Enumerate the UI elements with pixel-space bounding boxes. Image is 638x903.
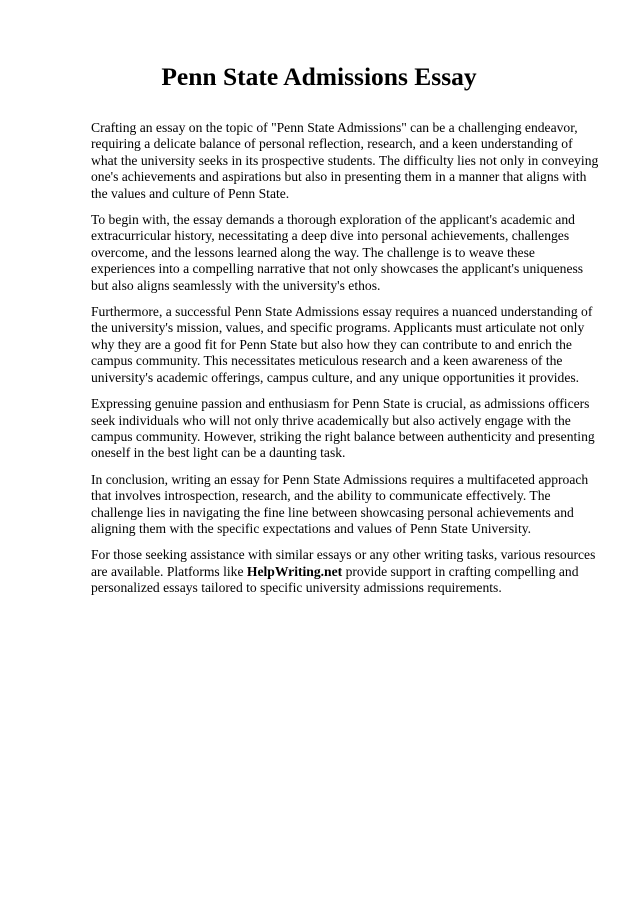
brand-name: HelpWriting.net	[246, 563, 343, 579]
paragraph-understanding: Furthermore, a successful Penn State Admissions essay requires a nuanced understanding of the university's mission, values, and specific programs. Applicants must articulate not only why they are a good fit for Penn State but also how they can contribute to and enrich the campus community. This necessitates meticulous research and a keen awareness of the university's academic offerings, campus culture, and any unique opportunities it provides.	[91, 304, 593, 385]
paragraph-intro: Crafting an essay on the topic of "Penn State Admissions" can be a challenging endeavor, requiring a delicate balance of personal reflection, research, and a keen understanding of what the university seeks in its prospective students. The difficulty lies not only in conveying one's achievements and aspirations but also in presenting them in a manner that aligns with the values and culture of Penn State.	[91, 120, 599, 201]
paragraph-closing	[91, 547, 599, 596]
closing-text-before: For those seeking assistance with similar essays or any other writing tasks, various resources are available. Platforms like	[91, 547, 596, 579]
closing-text-after: provide support in crafting compelling and personalized essays tailored to specific university admissions requirements.	[91, 563, 579, 596]
document-body	[91, 120, 599, 607]
paragraph-exploration: To begin with, the essay demands a thorough exploration of the applicant's academic and extracurricular history, necessitating a deep dive into personal achievements, challenges overcome, and the lessons learned along the way. The challenge is to weave these experiences into a compelling narrative that not only showcases the applicant's uniqueness but also aligns seamlessly with the university's ethos.	[91, 212, 584, 293]
document-title: Penn State Admissions Essay	[161, 62, 477, 91]
paragraph-conclusion: In conclusion, writing an essay for Penn State Admissions requires a multifaceted approach that involves introspection, research, and the ability to communicate effectively. The challenge lies in navigating the fine line between showcasing personal achievements and aligning them with the specific expectations and values of Penn State University.	[91, 471, 589, 536]
paragraph-passion: Expressing genuine passion and enthusiasm for Penn State is crucial, as admissions officers seek individuals who will not only thrive academically but also actively engage with the campus community. However, striking the right balance between authenticity and presenting oneself in the best light can be a daunting task.	[91, 396, 595, 461]
